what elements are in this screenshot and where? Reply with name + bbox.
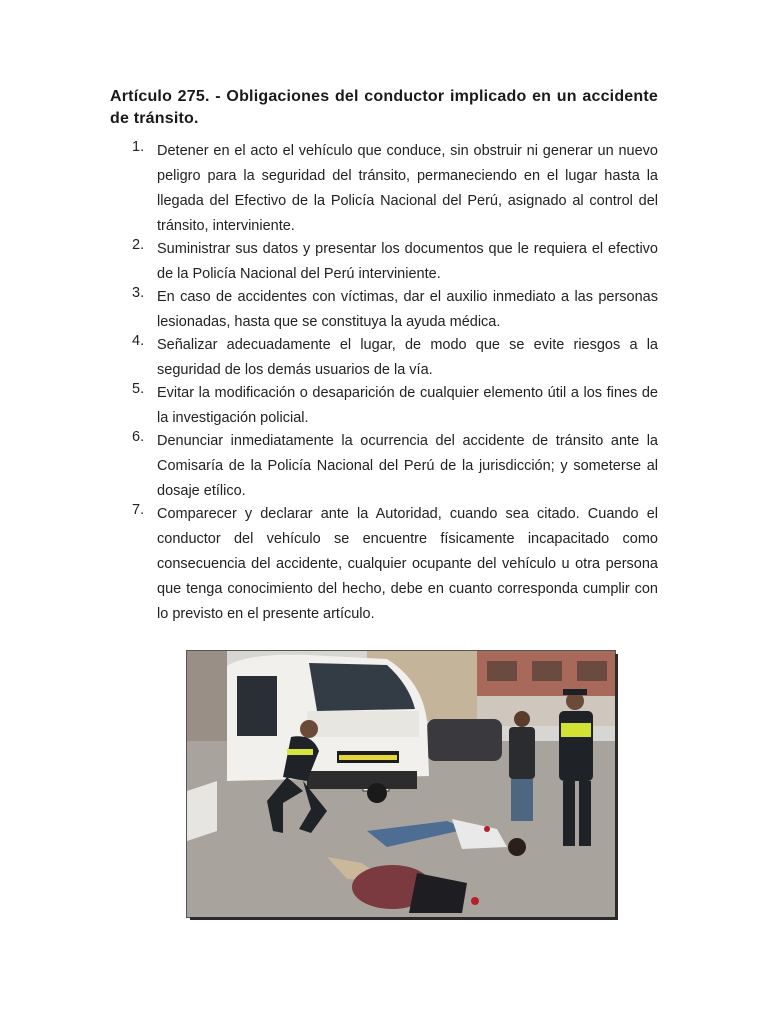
- list-item: [132, 429, 658, 504]
- list-item: [132, 381, 658, 431]
- item-number: 5.: [132, 381, 145, 397]
- item-text: Detener en el acto el vehículo que conduce, sin obstruir ni generar un nuevo peligro para la seguridad del tránsito, permaneciendo en el lugar hasta la llegada del Efectivo de la Policía Nacional del Perú, asignado al control del tránsito, interviniente.: [157, 143, 658, 234]
- list-item: [132, 285, 658, 335]
- item-number: 7.: [132, 502, 145, 518]
- item-text: En caso de accidentes con víctimas, dar el auxilio inmediato a las personas lesionadas, hasta que se constituya la ayuda médica.: [157, 289, 658, 330]
- list-item: [132, 139, 658, 239]
- list-item: [132, 502, 658, 627]
- list-item: [132, 333, 658, 383]
- article-title: Artículo 275. - Obligaciones del conductor implicado en un accidente de tránsito.: [110, 88, 658, 127]
- item-text: Evitar la modificación o desaparición de cualquier elemento útil a los fines de la investigación policial.: [157, 385, 658, 426]
- item-text: Señalizar adecuadamente el lugar, de modo que se evite riesgos a la seguridad de los demás usuarios de la vía.: [157, 337, 658, 378]
- item-number: 3.: [132, 285, 145, 301]
- accident-scene-illustration: [187, 651, 615, 917]
- item-number: 4.: [132, 333, 145, 349]
- accident-photo: [187, 651, 615, 917]
- item-text: Denunciar inmediatamente la ocurrencia del accidente de tránsito ante la Comisaría de la Policía Nacional del Perú de la jurisdicción; y someterse al dosaje etílico.: [157, 433, 658, 499]
- item-number: 6.: [132, 429, 145, 445]
- item-number: 1.: [132, 139, 145, 155]
- item-text: Suministrar sus datos y presentar los documentos que le requiera el efectivo de la Policía Nacional del Perú interviniente.: [157, 241, 658, 282]
- obligations-list: [132, 139, 658, 625]
- item-text: Comparecer y declarar ante la Autoridad, cuando sea citado. Cuando el conductor del vehículo se encuentre físicamente incapacitado como consecuencia del accidente, cualquier ocupante del vehículo u otra persona que tenga conocimiento del hecho, debe en cuanto corresponda cumplir con lo previsto en el presente artículo.: [157, 506, 658, 622]
- item-number: 2.: [132, 237, 145, 253]
- list-item: [132, 237, 658, 287]
